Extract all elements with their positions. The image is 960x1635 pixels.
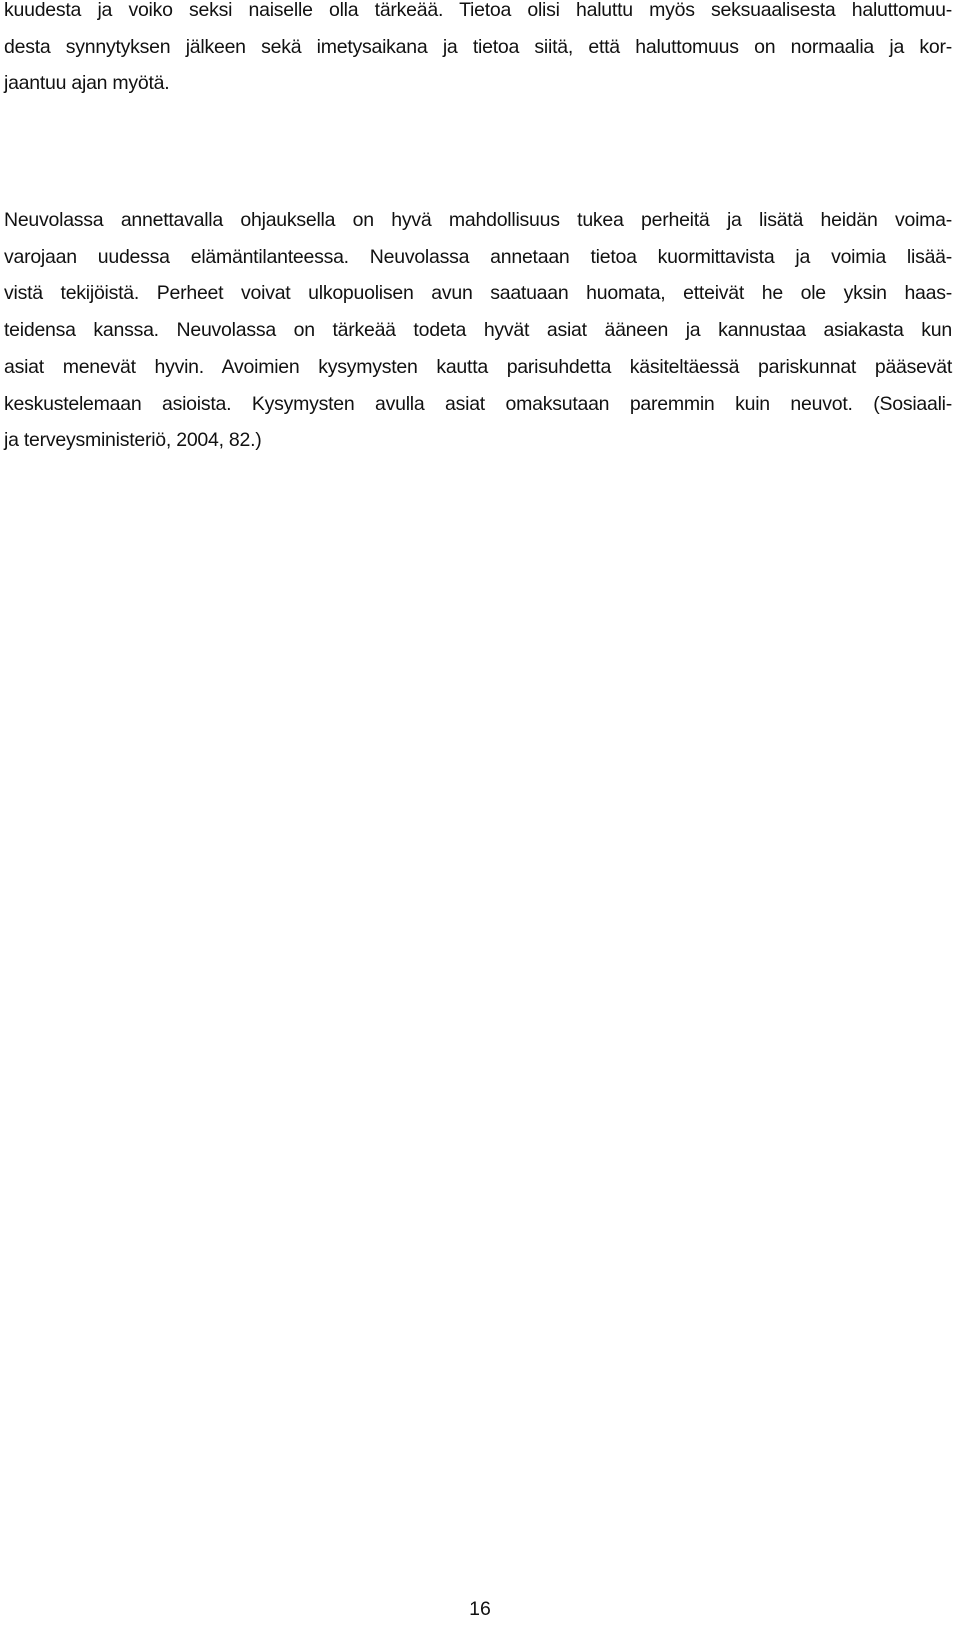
- paragraph-1: [4, 0, 952, 102]
- text-line: ja terveysministeriö, 2004, 82.): [4, 429, 262, 452]
- text-line: kuudesta ja voiko seksi naiselle olla tärkeää. Tietoa olisi haluttu myös seksuaalisesta haluttomuu-: [4, 0, 952, 21]
- text-line: Neuvolassa annettavalla ohjauksella on hyvä mahdollisuus tukea perheitä ja lisätä heidän voima-: [4, 209, 952, 231]
- paragraph-2: [4, 202, 952, 459]
- text-line: asiat menevät hyvin. Avoimien kysymysten kautta parisuhdetta käsiteltäessä pariskunnat pääsevät: [4, 355, 952, 378]
- text-line: keskustelemaan asioista. Kysymysten avulla asiat omaksutaan paremmin kuin neuvot. (Sosiaali-: [4, 392, 952, 415]
- page-number: 16: [469, 1598, 491, 1620]
- text-line: desta synnytyksen jälkeen sekä imetysaikana ja tietoa siitä, että haluttomuus on normaalia ja kor-: [4, 35, 952, 58]
- text-line: teidensa kanssa. Neuvolassa on tärkeää todeta hyvät asiat ääneen ja kannustaa asiakasta kun: [4, 319, 952, 342]
- text-line: varojaan uudessa elämäntilanteessa. Neuvolassa annetaan tietoa kuormittavista ja voimia lisää-: [4, 245, 952, 268]
- text-line: jaantuu ajan myötä.: [4, 72, 170, 95]
- text-line: vistä tekijöistä. Perheet voivat ulkopuolisen avun saatuaan huomata, etteivät he ole yksin haas-: [4, 282, 952, 305]
